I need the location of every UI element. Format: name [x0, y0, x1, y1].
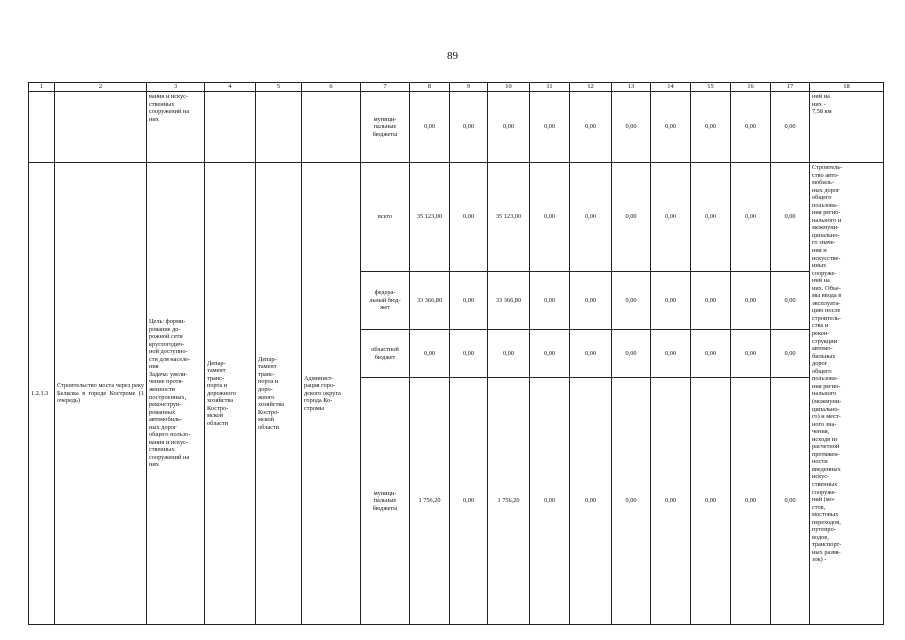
column-number-7: 7: [361, 83, 410, 92]
value-cell: 0,00: [691, 163, 731, 272]
result-tail-cell: ний на них - 7,58 км: [810, 92, 884, 163]
value-cell: 35 123,00: [410, 163, 450, 272]
value-cell: 0,00: [731, 272, 771, 330]
value-cell: 0,00: [771, 92, 810, 163]
value-cell: 0,00: [488, 330, 530, 378]
column-number-9: 9: [450, 83, 488, 92]
participant-cell: Админист- рация горо- дского округа города Ко- стромы: [302, 163, 361, 625]
column-number-6: 6: [302, 83, 361, 92]
value-cell: 0,00: [731, 330, 771, 378]
value-cell: 0,00: [612, 272, 651, 330]
column-number-row: [29, 83, 884, 92]
column-number-8: 8: [410, 83, 450, 92]
value-cell: 0,00: [450, 330, 488, 378]
value-cell: 0,00: [450, 92, 488, 163]
column-number-13: 13: [612, 83, 651, 92]
result-cell: Строитель- ство авто- мобиль- ных дорог общего пользова- ния регио- нального и межмуни- ципально- го значе- ния и искусстве- нных сооруже- ний на них. Объе- мы ввода в эксплуата- цию после строитель- ства и рекон- струкции автомо- бильных дорог общего пользова- ния регио- нального (межмуни- ципально- го) и мест- ного зна- чения, исходя из расчетной протяжен- ности введенных искус- ственных сооруже- ний (мо- стов, мостовых переходов, путепро- водов, транспорт- ных развя- зок) -: [810, 163, 884, 625]
value-cell: 0,00: [612, 92, 651, 163]
value-cell: 0,00: [731, 378, 771, 625]
value-cell: 0,00: [450, 163, 488, 272]
value-cell: 0,00: [691, 378, 731, 625]
value-cell: 33 366,80: [410, 272, 450, 330]
value-cell: 0,00: [530, 272, 570, 330]
value-cell: 0,00: [771, 330, 810, 378]
value-cell: 0,00: [691, 330, 731, 378]
table-body: [29, 83, 884, 625]
value-cell: 0,00: [731, 92, 771, 163]
column-number-17: 17: [771, 83, 810, 92]
column-number-5: 5: [256, 83, 302, 92]
continuation-row: [29, 92, 884, 163]
item-code-cell: 1.2.1.3: [29, 163, 55, 625]
goal-cell: Цель: форми- рование до- рожной сети круглогодич- ной доступно- сти для населе- ния Задача: увели- чение протя- женности построенных, реконструи- рованных автомобиль- ных дорог общего пользо- вания и искус- ственных сооружений на них: [147, 163, 205, 625]
source-cell: муници- пальные бюджеты: [361, 92, 410, 163]
value-cell: 0,00: [570, 378, 612, 625]
column-number-14: 14: [651, 83, 691, 92]
value-cell: 33 366,80: [488, 272, 530, 330]
value-cell: 0,00: [530, 92, 570, 163]
value-cell: 0,00: [771, 378, 810, 625]
column-number-11: 11: [530, 83, 570, 92]
value-cell: 0,00: [651, 92, 691, 163]
column-number-18: 18: [810, 83, 884, 92]
value-cell: 0,00: [771, 272, 810, 330]
value-cell: 0,00: [691, 272, 731, 330]
column-number-12: 12: [570, 83, 612, 92]
value-cell: 0,00: [410, 330, 450, 378]
source-cell: областной бюджет: [361, 330, 410, 378]
column-number-4: 4: [205, 83, 256, 92]
value-cell: 0,00: [691, 92, 731, 163]
value-cell: 0,00: [612, 330, 651, 378]
value-cell: 1 756,20: [410, 378, 450, 625]
value-cell: 0,00: [570, 92, 612, 163]
value-cell: 0,00: [651, 163, 691, 272]
column-number-3: 3: [147, 83, 205, 92]
column-number-2: 2: [55, 83, 147, 92]
value-cell: 0,00: [570, 330, 612, 378]
item-name-cell: Строительство моста через реку Белилка в городе Костроме (1 очередь): [55, 163, 147, 625]
value-cell: 0,00: [530, 163, 570, 272]
source-cell: муници- пальные бюджеты: [361, 378, 410, 625]
value-cell: 0,00: [651, 330, 691, 378]
value-cell: 0,00: [612, 378, 651, 625]
column-number-16: 16: [731, 83, 771, 92]
value-cell: 0,00: [651, 378, 691, 625]
column-number-10: 10: [488, 83, 530, 92]
value-cell: 0,00: [530, 330, 570, 378]
source-row-total: [29, 163, 884, 272]
executor-cell: Депар- тамент транс- порта и доро- жного хозяйства Костро- мской области: [256, 163, 302, 625]
page-number: 89: [447, 50, 458, 62]
column-number-1: 1: [29, 83, 55, 92]
coordinator-cell: Депар- тамент транс- порта и дорожного хозяйства Костро- мской области: [205, 163, 256, 625]
value-cell: 0,00: [731, 163, 771, 272]
value-cell: 0,00: [450, 378, 488, 625]
source-cell: всего: [361, 163, 410, 272]
value-cell: 0,00: [530, 378, 570, 625]
value-cell: 1 756,20: [488, 378, 530, 625]
value-cell: 0,00: [771, 163, 810, 272]
value-cell: 35 123,00: [488, 163, 530, 272]
value-cell: 0,00: [612, 163, 651, 272]
column-number-15: 15: [691, 83, 731, 92]
program-table: [28, 82, 884, 625]
value-cell: 0,00: [410, 92, 450, 163]
value-cell: 0,00: [570, 163, 612, 272]
value-cell: 0,00: [651, 272, 691, 330]
source-cell: федера- льный бюд- жет: [361, 272, 410, 330]
value-cell: 0,00: [570, 272, 612, 330]
goal-tail-cell: вания и искус- ственных сооружений на них: [147, 92, 205, 163]
value-cell: 0,00: [450, 272, 488, 330]
value-cell: 0,00: [488, 92, 530, 163]
